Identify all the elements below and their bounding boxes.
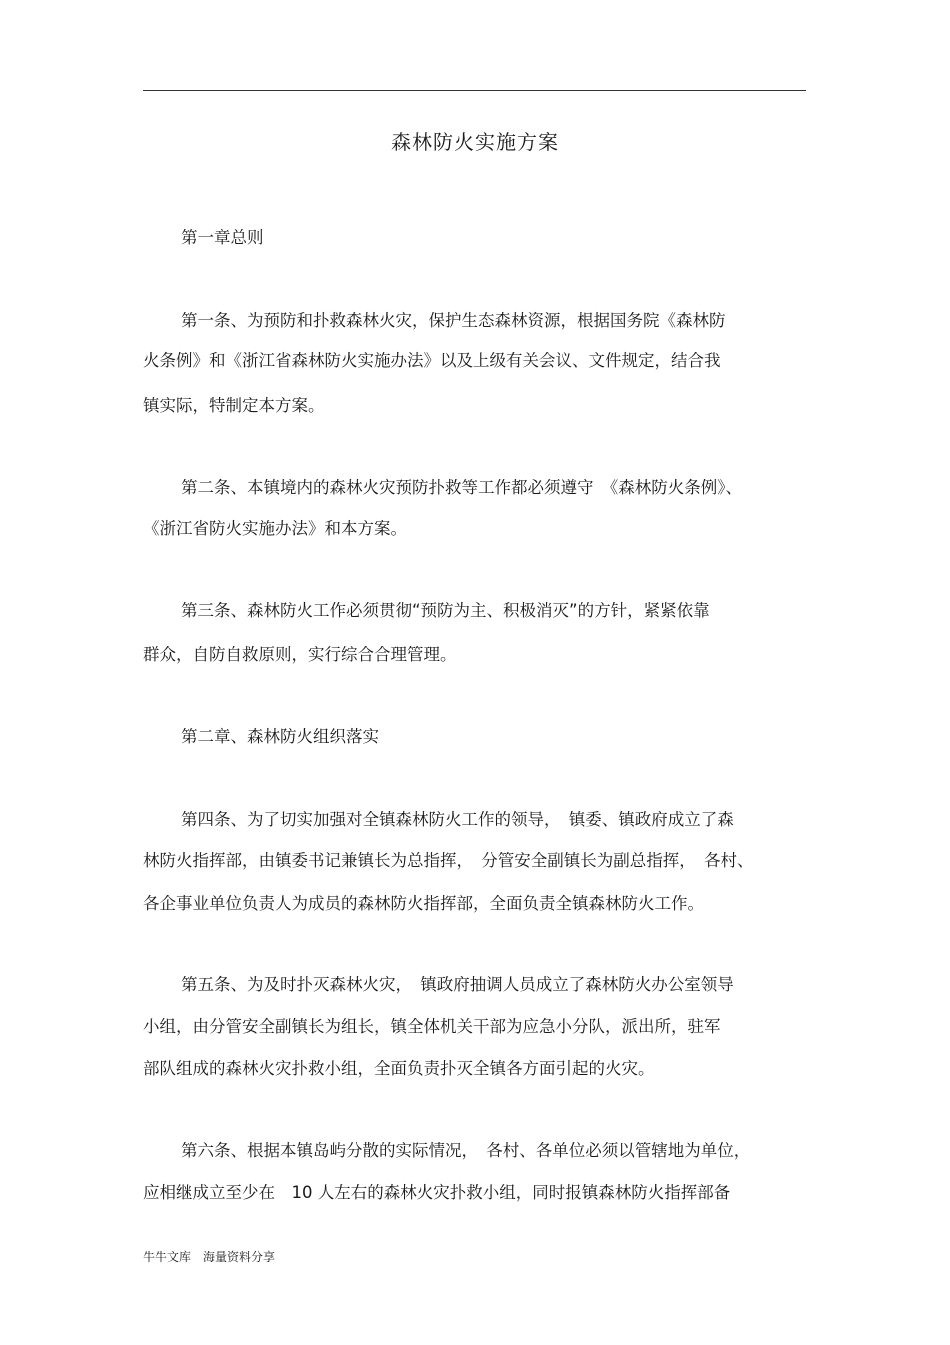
article-3-line-2: 群众，自防自救原则，实行综合合理管理。 (143, 645, 457, 664)
chapter-heading-1: 第一章总则 (181, 228, 264, 247)
page-footer (143, 1248, 275, 1266)
article-1-line-3: 镇实际，特制定本方案。 (143, 396, 325, 415)
chapter-heading-2: 第二章、森林防火组织落实 (181, 727, 379, 746)
article-6-line-1: 第六条、根据本镇岛屿分散的实际情况， 各村、各单位必须以管辖地为单位， (181, 1141, 751, 1160)
footer-site-name: 牛牛文库 (143, 1250, 192, 1264)
article-4-line-3: 各企事业单位负责人为成员的森林防火指挥部，全面负责全镇森林防火工作。 (143, 894, 704, 913)
article-5-line-1: 第五条、为及时扑灭森林火灾， 镇政府抽调人员成立了森林防火办公室领导 (181, 975, 734, 994)
article-4-line-2: 林防火指挥部，由镇委书记兼镇长为总指挥， 分管安全副镇长为副总指挥， 各村、 (143, 851, 754, 870)
article-5-line-2: 小组，由分管安全副镇长为组长，镇全体机关干部为应急小分队，派出所，驻军 (143, 1017, 721, 1036)
footer-slogan: 海量资料分享 (203, 1250, 276, 1264)
header-rule (143, 90, 806, 91)
article-2-line-1: 第二条、本镇境内的森林火灾预防扑救等工作都必须遵守 《森林防火条例》、 (181, 478, 742, 497)
article-1-line-2: 火条例》和《浙江省森林防火实施办法》以及上级有关会议、文件规定，结合我 (143, 351, 721, 370)
article-2-line-2: 《浙江省防火实施办法》和本方案。 (143, 519, 407, 538)
article-1-line-1: 第一条、为预防和扑救森林火灾，保护生态森林资源，根据国务院《森林防 (181, 311, 726, 330)
article-3-line-1: 第三条、森林防火工作必须贯彻“预防为主、积极消灭”的方针，紧紧依靠 (181, 601, 710, 620)
article-6-line-2: 应相继成立至少在 10 人左右的森林火灾扑救小组，同时报镇森林防火指挥部备 (143, 1183, 731, 1202)
article-5-line-3: 部队组成的森林火灾扑救小组，全面负责扑灭全镇各方面引起的火灾。 (143, 1059, 655, 1078)
document-title: 森林防火实施方案 (391, 130, 559, 154)
article-4-line-1: 第四条、为了切实加强对全镇森林防火工作的领导， 镇委、镇政府成立了森 (181, 810, 734, 829)
